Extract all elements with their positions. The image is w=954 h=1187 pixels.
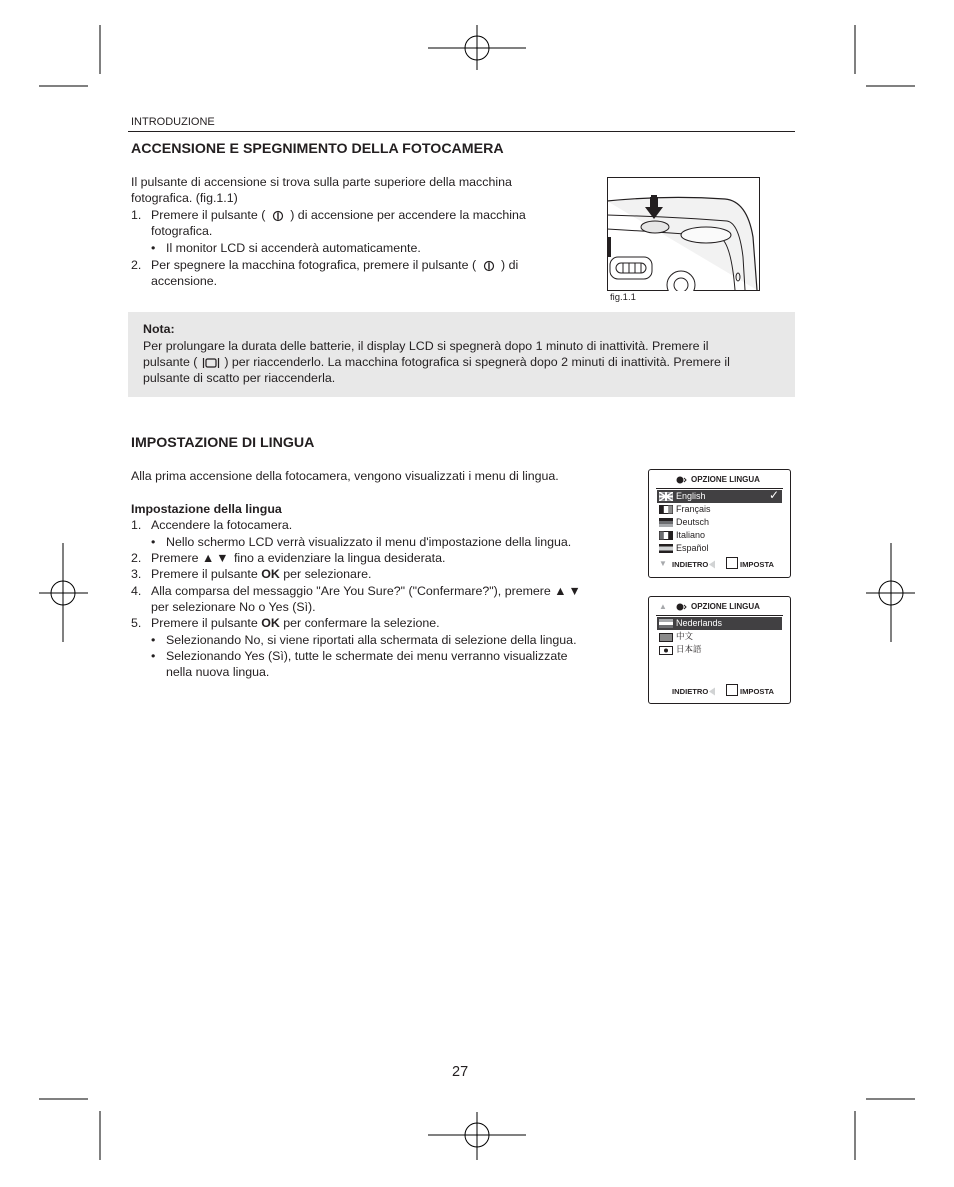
power-icon xyxy=(482,260,496,272)
note-line-1: Per prolungare la durata delle batterie, il display LCD si spegnerà dopo 1 minuto di inattività. Premere il xyxy=(143,339,709,353)
power-step-1-b: ) di accensione per accendere la macchina xyxy=(290,208,526,222)
language-option-english[interactable] xyxy=(657,490,782,503)
lcd-divider xyxy=(656,488,783,489)
lcd-title: OPZIONE LINGUA xyxy=(691,602,760,611)
up-down-arrows-icon: ▲▼ xyxy=(201,551,231,565)
bullet: • xyxy=(151,535,156,549)
bullet: • xyxy=(151,241,156,255)
note-label: Nota: xyxy=(143,322,175,336)
power-step-1-c: fotografica. xyxy=(151,224,213,238)
power-step-2 xyxy=(151,257,518,273)
power-step-2-c: accensione. xyxy=(151,274,218,288)
lang-step-5-bullet-2a: Selezionando Yes (Sì), tutte le schermate dei menu verranno visualizzate xyxy=(166,649,568,663)
lcd-language-menu-1 xyxy=(648,469,791,578)
note-line-3: pulsante di scatto per riaccenderla. xyxy=(143,371,336,385)
power-step-1-a: Premere il pulsante ( xyxy=(151,208,266,222)
chinese-flag-icon xyxy=(659,633,673,642)
german-flag-icon xyxy=(659,518,673,527)
language-settings-icon xyxy=(676,475,687,485)
power-intro-line-1: Il pulsante di accensione si trova sulla parte superiore della macchina xyxy=(131,175,512,189)
language-settings-icon xyxy=(676,602,687,612)
lang-step-1-bullet: Nello schermo LCD verrà visualizzato il menu d'impostazione della lingua. xyxy=(166,535,572,549)
ok-button-icon[interactable] xyxy=(726,557,738,569)
step-number: 4. xyxy=(131,584,142,598)
language-subtitle: Impostazione della lingua xyxy=(131,502,282,516)
section-title-power: ACCENSIONE E SPEGNIMENTO DELLA FOTOCAMERA xyxy=(131,141,504,157)
lang-step-2-b: fino a evidenziare la lingua desiderata. xyxy=(233,551,446,565)
step-number: 2. xyxy=(131,258,142,272)
note-line-2-b: ) per riaccenderlo. La macchina fotografica si spegnerà dopo 2 minuti di inattività. Premere il xyxy=(224,355,730,369)
note-line-2 xyxy=(143,354,730,370)
note-line-2-a: pulsante ( xyxy=(143,355,198,369)
back-label: INDIETRO xyxy=(672,687,709,696)
power-step-2-b: ) di xyxy=(501,258,519,272)
lcd-display-icon xyxy=(202,357,220,369)
lcd-divider xyxy=(656,615,783,616)
section-title-language: IMPOSTAZIONE DI LINGUA xyxy=(131,435,315,451)
back-label: INDIETRO xyxy=(672,560,709,569)
running-header: INTRODUZIONE xyxy=(131,116,215,128)
power-step-1 xyxy=(151,207,526,223)
lang-step-2-a: Premere xyxy=(151,551,199,565)
bullet: • xyxy=(151,633,156,647)
scroll-down-arrow-icon[interactable]: ▼ xyxy=(659,559,667,568)
step-number: 5. xyxy=(131,616,142,630)
language-label: English xyxy=(676,491,706,501)
uk-flag-icon xyxy=(659,492,673,501)
camera-top-illustration xyxy=(607,177,760,291)
power-intro-line-2: fotografica. (fig.1.1) xyxy=(131,191,238,205)
language-intro: Alla prima accensione della fotocamera, vengono visualizzati i menu di lingua. xyxy=(131,469,559,483)
language-label: 中文 xyxy=(676,632,694,642)
ok-button-icon[interactable] xyxy=(726,684,738,696)
up-down-arrows-icon: ▲▼ xyxy=(554,584,583,598)
scroll-up-arrow-icon[interactable]: ▲ xyxy=(659,602,667,611)
set-label: IMPOSTA xyxy=(740,560,775,569)
power-step-2-a: Per spegnere la macchina fotografica, premere il pulsante ( xyxy=(151,258,477,272)
lang-step-4-b: per selezionare No o Yes (Sì). xyxy=(151,600,316,614)
ok-key: OK xyxy=(261,616,280,630)
back-arrow-icon[interactable] xyxy=(708,560,716,569)
language-label: 日本語 xyxy=(676,645,702,655)
lang-step-4 xyxy=(151,583,583,599)
lcd-title: OPZIONE LINGUA xyxy=(691,475,760,484)
power-icon xyxy=(271,210,285,222)
step-number: 2. xyxy=(131,551,142,565)
back-arrow-icon[interactable] xyxy=(708,687,716,696)
lang-step-3-a: Premere il pulsante xyxy=(151,567,258,581)
language-option-chinese[interactable] xyxy=(657,631,782,644)
power-step-1-bullet: Il monitor LCD si accenderà automaticamente. xyxy=(166,241,421,255)
figure-caption: fig.1.1 xyxy=(610,292,636,303)
french-flag-icon xyxy=(659,505,673,514)
language-label: Nederlands xyxy=(676,618,723,628)
language-label: Français xyxy=(676,504,711,514)
language-option-japanese[interactable] xyxy=(657,644,782,657)
japanese-flag-icon xyxy=(659,646,673,655)
checkmark-icon: ✓ xyxy=(769,488,780,502)
lang-step-5 xyxy=(151,615,440,631)
language-label: Deutsch xyxy=(676,517,710,527)
lang-step-3 xyxy=(151,566,371,582)
page-number: 27 xyxy=(452,1064,469,1080)
lang-step-5-b: per confermare la selezione. xyxy=(283,616,440,630)
step-number: 1. xyxy=(131,518,142,532)
language-label: Español xyxy=(676,543,709,553)
step-number: 3. xyxy=(131,567,142,581)
lang-step-5-a: Premere il pulsante xyxy=(151,616,258,630)
lcd-language-menu-2 xyxy=(648,596,791,704)
dutch-flag-icon xyxy=(659,619,673,628)
language-option-deutsch[interactable] xyxy=(657,516,782,529)
lang-step-1: Accendere la fotocamera. xyxy=(151,518,293,532)
bullet: • xyxy=(151,649,156,663)
lang-step-2 xyxy=(151,550,445,566)
ok-key: OK xyxy=(261,567,280,581)
header-rule xyxy=(128,131,795,132)
italian-flag-icon xyxy=(659,531,673,540)
set-label: IMPOSTA xyxy=(740,687,775,696)
language-option-italiano[interactable] xyxy=(657,529,782,542)
lang-step-5-bullet-1: Selezionando No, si viene riportati alla schermata di selezione della lingua. xyxy=(166,633,577,647)
lang-step-4-a: Alla comparsa del messaggio "Are You Sure?" ("Confermare?"), premere xyxy=(151,584,551,598)
language-option-nederlands[interactable] xyxy=(657,617,782,630)
language-option-francais[interactable] xyxy=(657,503,782,516)
lang-step-3-b: per selezionare. xyxy=(283,567,372,581)
step-number: 1. xyxy=(131,208,142,222)
lang-step-5-bullet-2b: nella nuova lingua. xyxy=(166,665,270,679)
language-option-espanol[interactable] xyxy=(657,542,782,555)
language-label: Italiano xyxy=(676,530,706,540)
spanish-flag-icon xyxy=(659,544,673,553)
